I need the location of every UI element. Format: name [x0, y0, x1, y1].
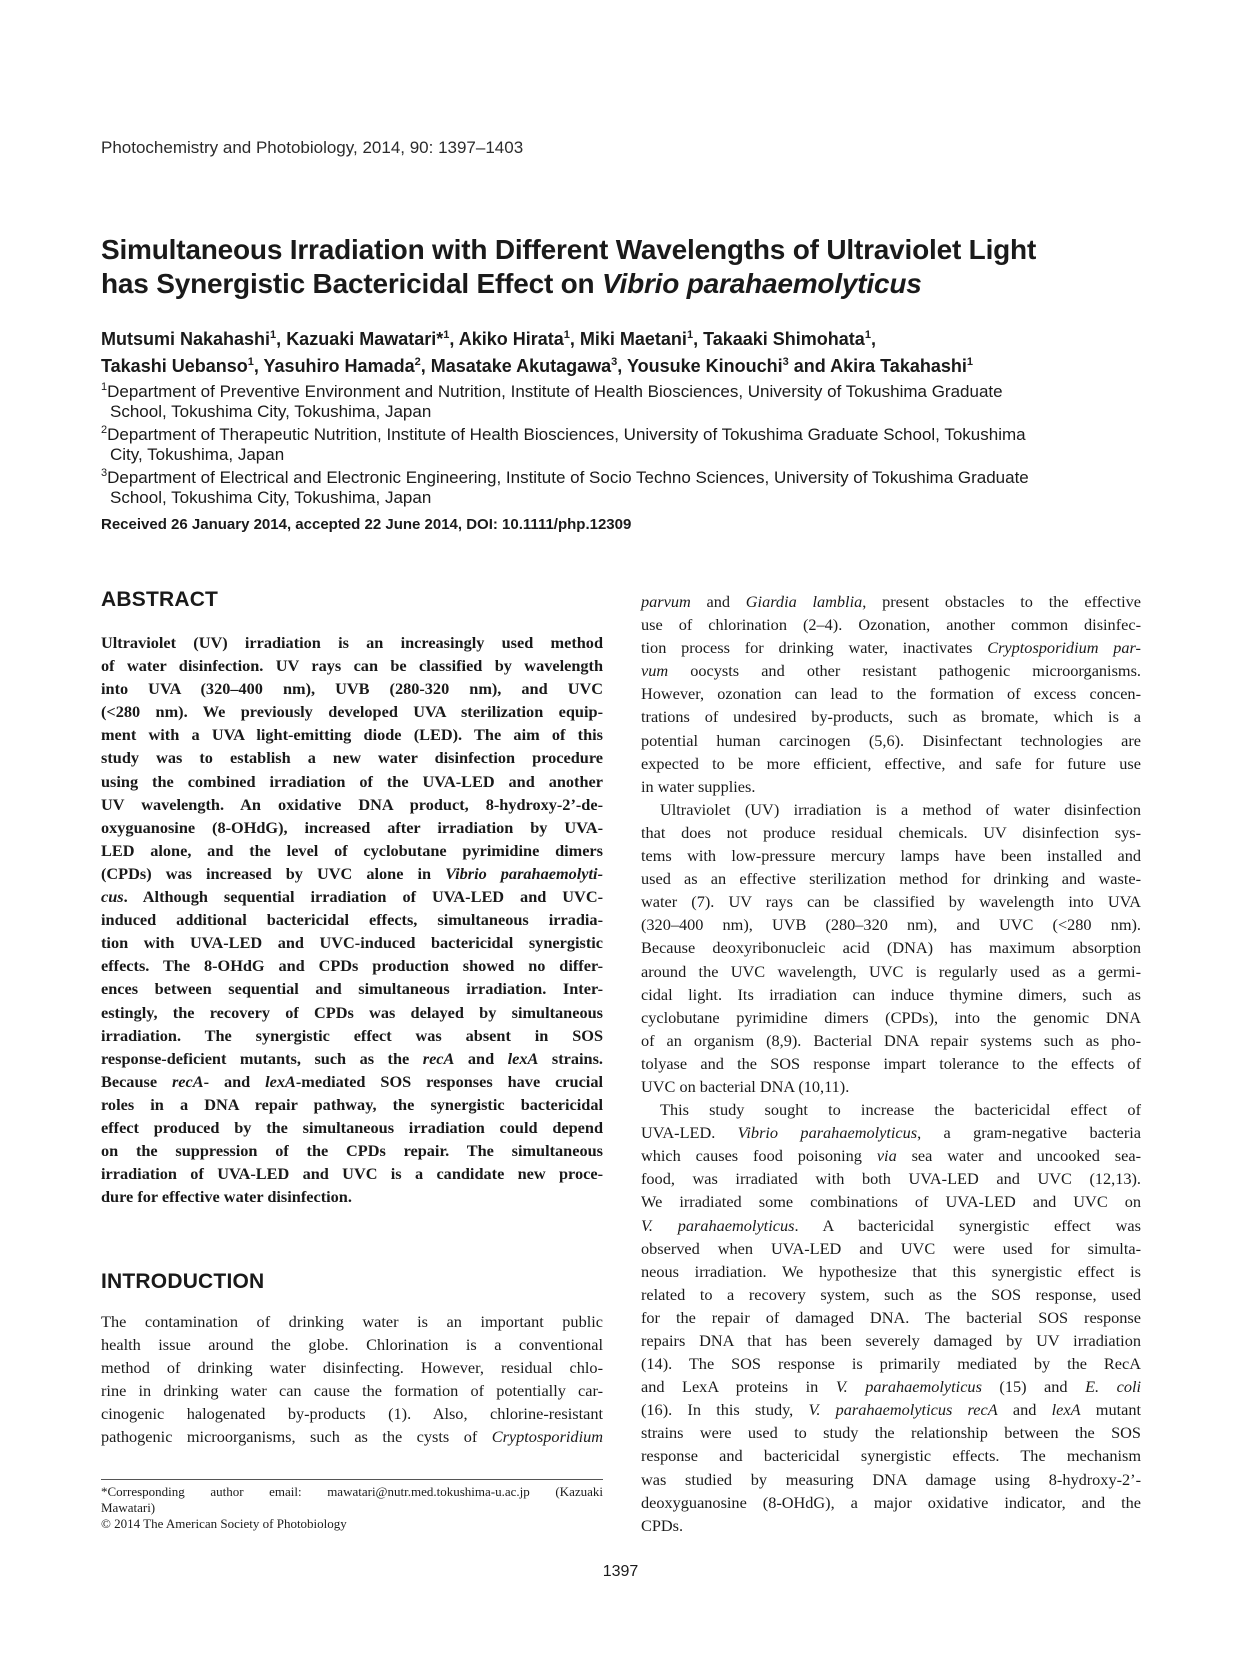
text-line: tems with low-pressure mercury lamps have been installed and: [641, 846, 1141, 866]
affiliation-line: $^1$Department of Preventive Environment and Nutrition, Institute of Health Biosciences, University of Tokushima Graduate: [101, 381, 1003, 401]
affiliation-1: [101, 382, 1161, 422]
text-line: water (7). UV rays can be classified by wavelength into UVA: [641, 892, 1141, 912]
text-line: food, was irradiated with both UVA-LED and UVC (12,13).: [641, 1169, 1141, 1189]
article-title: [101, 233, 1161, 301]
footnote: [101, 1484, 603, 1532]
right-column-body: [641, 590, 1141, 1537]
text-line: response and bactericidal synergistic effects. The mechanism: [641, 1446, 1141, 1466]
text-line: tion process for drinking water, inactivates Cryptosporidium par-: [641, 638, 1141, 658]
author-name: Akira Takahashi: [830, 356, 967, 376]
text-line: This study sought to increase the bactericidal effect of: [660, 1100, 1141, 1120]
abstract-line: LED alone, and the level of cyclobutane pyrimidine dimers: [101, 840, 603, 860]
affiliation-marker: 2: [414, 356, 421, 368]
abstract-line: irradiation. The synergistic effect was absent in SOS: [101, 1025, 603, 1045]
text-line: CPDs.: [641, 1515, 684, 1535]
abstract-line: irradiation of UVA-LED and UVC is a candidate new proce-: [101, 1164, 603, 1184]
affiliation-line: $^3$Department of Electrical and Electronic Engineering, Institute of Socio Techno Sciences, University of Tokushima Graduate: [101, 467, 1029, 487]
affiliation-number: 2: [101, 424, 108, 436]
abstract-line: study was to establish a new water disinfection procedure: [101, 748, 603, 768]
affiliation-marker: 1: [864, 329, 871, 341]
author-name: Takaaki Shimohata: [703, 329, 865, 349]
abstract-line: dure for effective water disinfection.: [101, 1187, 352, 1207]
author-name: Yousuke Kinouchi: [626, 356, 783, 376]
text-line: repairs DNA that has been severely damaged by UV irradiation: [641, 1331, 1141, 1350]
abstract-line: cus. Although sequential irradiation of UVA-LED and UVC-: [101, 887, 603, 907]
text-line: was studied by measuring DNA damage using 8-hydroxy-2’-: [641, 1469, 1141, 1489]
abstract-line: ment with a UVA light-emitting diode (LED). The aim of this: [101, 725, 603, 745]
affiliation-marker: 3: [611, 356, 618, 368]
affiliation-3: [101, 468, 1161, 508]
affiliation-line: School, Tokushima City, Tokushima, Japan: [110, 402, 432, 421]
author-list: [101, 326, 1181, 380]
text-line: (14). The SOS response is primarily mediated by the RecA: [641, 1354, 1141, 1374]
text-line: V. parahaemolyticus. A bactericidal synergistic effect was: [641, 1215, 1141, 1235]
received-dates-doi: Received 26 January 2014, accepted 22 June 2014, DOI: 10.1111/php.12309: [101, 516, 632, 533]
journal-citation: Photochemistry and Photobiology, 2014, 90: 1397–1403: [101, 138, 524, 157]
text-line: for the repair of damaged DNA. The bacterial SOS response: [641, 1307, 1141, 1327]
abstract-line: into UVA (320–400 nm), UVB (280-320 nm), and UVC: [101, 679, 603, 699]
text-line: health issue around the globe. Chlorination is a conventional: [101, 1335, 603, 1355]
text-line: of an organism (8,9). Bacterial DNA repair systems such as pho-: [641, 1030, 1141, 1050]
text-line: However, ozonation can lead to the formation of excess concen-: [641, 684, 1141, 704]
text-line: and LexA proteins in V. parahaemolyticus (15) and E. coli: [641, 1377, 1142, 1397]
text-line: rine in drinking water can cause the formation of potentially car-: [101, 1381, 603, 1401]
abstract-line: Because recA- and lexA-mediated SOS responses have crucial: [101, 1071, 603, 1091]
text-line: vum oocysts and other resistant pathogenic microorganisms.: [641, 661, 1141, 681]
abstract-line: of water disinfection. UV rays can be classified by wavelength: [101, 656, 603, 676]
abstract-line: effects. The 8-OHdG and CPDs production showed no differ-: [101, 956, 603, 976]
abstract-line: (<280 nm). We previously developed UVA sterilization equip-: [101, 702, 603, 722]
text-line: strains were used to study the relationship between the SOS: [641, 1423, 1141, 1443]
footnote-line: Mawatari): [101, 1500, 156, 1515]
abstract-line: induced additional bactericidal effects, simultaneous irradia-: [101, 910, 603, 930]
text-line: use of chlorination (2–4). Ozonation, another common disinfec-: [641, 615, 1141, 635]
footnote-line: © 2014 The American Society of Photobiology: [101, 1516, 347, 1531]
introduction-body: [101, 1310, 603, 1449]
text-line: which causes food poisoning via sea water and uncooked sea-: [641, 1146, 1142, 1166]
text-line: Ultraviolet (UV) irradiation is a method of water disinfection: [660, 799, 1141, 819]
author-name: Akiko Hirata: [458, 329, 564, 349]
text-line: potential human carcinogen (5,6). Disinfectant technologies are: [641, 730, 1141, 750]
text-line: related to a recovery system, such as the SOS response, used: [641, 1284, 1141, 1304]
text-line: in water supplies.: [641, 776, 756, 796]
author-name: Mutsumi Nakahashi: [101, 329, 271, 349]
page-number: 1397: [602, 1563, 639, 1580]
affiliation-line: $^2$Department of Therapeutic Nutrition, Institute of Health Biosciences, University of Tokushima Graduate School, Tokushima: [101, 424, 1026, 444]
title-organism: Vibrio parahaemolyticus: [602, 268, 922, 299]
affiliations: [101, 382, 1161, 511]
text-line: deoxyguanosine (8-OHdG), a major oxidative indicator, and the: [641, 1492, 1141, 1512]
abstract-line: ences between sequential and simultaneous irradiation. Inter-: [101, 979, 603, 999]
title-line-1: Simultaneous Irradiation with Different Wavelengths of Ultraviolet Light: [101, 234, 1037, 265]
text-line: that does not produce residual chemicals. UV disinfection sys-: [641, 822, 1141, 842]
text-line: expected to be more efficient, effective, and safe for future use: [641, 753, 1141, 773]
abstract-line: on the suppression of the CPDs repair. The simultaneous: [101, 1141, 603, 1161]
abstract-line: response-deficient mutants, such as the recA and lexA strains.: [101, 1048, 603, 1068]
text-line: trations of undesired by-products, such as bromate, which is a: [641, 707, 1141, 727]
abstract-line: oxyguanosine (8-OHdG), increased after irradiation by UVA-: [101, 817, 603, 837]
abstract-line: Ultraviolet (UV) irradiation is an increasingly used method: [101, 633, 603, 652]
abstract-line: UV wavelength. An oxidative DNA product, 8-hydroxy-2’-de-: [101, 794, 603, 814]
text-line: observed when UVA-LED and UVC were used for simulta-: [641, 1238, 1141, 1258]
text-line: method of drinking water disinfecting. However, residual chlo-: [101, 1358, 603, 1378]
text-line: pathogenic microorganisms, such as the cysts of Cryptosporidium: [101, 1427, 603, 1447]
abstract-body: [101, 631, 603, 1208]
footnote-divider: [101, 1479, 603, 1480]
text-line: cidal light. Its irradiation can induce thymine dimers, such as: [641, 984, 1141, 1004]
text-line: UVA-LED. Vibrio parahaemolyticus, a gram-negative bacteria: [641, 1123, 1141, 1143]
text-line: Because deoxyribonucleic acid (DNA) has maximum absorption: [641, 938, 1141, 958]
affiliation-marker: 3: [782, 356, 789, 368]
author-line-1: Mutsumi Nakahashi$^1$, Kazuaki Mawatari*$^1$, Akiko Hirata$^1$, Miki Maetani$^1$, Takaaki Shimohata$^1$,: [101, 329, 876, 349]
introduction-heading: INTRODUCTION: [101, 1270, 265, 1293]
title-line-2: [101, 267, 1161, 301]
author-name: Yasuhiro Hamada: [263, 356, 415, 376]
affiliation-marker: 1: [443, 329, 450, 341]
text-line: around the UVC wavelength, UVC is regularly used as a germi-: [641, 961, 1141, 981]
text-line: cinogenic halogenated by-products (1). Also, chlorine-resistant: [101, 1404, 603, 1424]
abstract-line: (CPDs) was increased by UVC alone in Vibrio parahaemolyti-: [101, 863, 603, 883]
affiliation-line: City, Tokushima, Japan: [110, 445, 285, 464]
abstract-line: effect produced by the simultaneous irradiation could depend: [101, 1117, 603, 1137]
affiliation-marker: 1: [270, 329, 277, 341]
text-line: (16). In this study, V. parahaemolyticus recA and lexA mutant: [641, 1400, 1141, 1420]
author-line-2: Takashi Uebanso$^1$, Yasuhiro Hamada$^2$, Masatake Akutagawa$^3$, Yousuke Kinouchi$^3$ and Akira Takahashi$^1$: [101, 356, 973, 376]
affiliation-marker: 1: [966, 356, 973, 368]
affiliation-number: 3: [101, 467, 108, 479]
text-line: (320–400 nm), UVB (280–320 nm), and UVC (<280 nm).: [641, 915, 1141, 935]
author-name: Miki Maetani: [579, 329, 687, 349]
text-line: UVC on bacterial DNA (10,11).: [641, 1076, 850, 1096]
affiliation-line: School, Tokushima City, Tokushima, Japan: [110, 488, 432, 507]
abstract-line: roles in a DNA repair pathway, the synergistic bactericidal: [101, 1094, 603, 1114]
affiliation-marker: 1: [563, 329, 570, 341]
footnote-line: *Corresponding author email: mawatari@nutr.med.tokushima-u.ac.jp (Kazuaki: [101, 1484, 603, 1499]
text-line: tolyase and the SOS response impart tolerance to the effects of: [641, 1053, 1141, 1073]
affiliation-marker: 1: [247, 356, 254, 368]
affiliation-number: 1: [101, 381, 108, 393]
abstract-line: tion with UVA-LED and UVC-induced bactericidal synergistic: [101, 933, 603, 953]
affiliation-marker: 1: [686, 329, 694, 341]
abstract-line: using the combined irradiation of the UVA-LED and another: [101, 771, 603, 791]
author-name: Kazuaki Mawatari*: [286, 329, 444, 349]
author-name: Takashi Uebanso: [101, 356, 248, 376]
title-line-2-text: has Synergistic Bactericidal Effect on: [101, 268, 603, 299]
text-line: The contamination of drinking water is an important public: [101, 1312, 603, 1331]
affiliation-2: [101, 425, 1161, 465]
author-name: Masatake Akutagawa: [430, 356, 612, 376]
text-line: neous irradiation. We hypothesize that this synergistic effect is: [641, 1261, 1141, 1281]
text-line: cyclobutane pyrimidine dimers (CPDs), into the genomic DNA: [641, 1007, 1141, 1027]
abstract-line: estingly, the recovery of CPDs was delayed by simultaneous: [101, 1002, 603, 1022]
abstract-heading: ABSTRACT: [101, 588, 219, 611]
text-line: used as an effective sterilization method for drinking and waste-: [641, 869, 1141, 889]
text-line: parvum and Giardia lamblia, present obstacles to the effective: [641, 592, 1141, 611]
text-line: We irradiated some combinations of UVA-LED and UVC on: [641, 1192, 1141, 1212]
